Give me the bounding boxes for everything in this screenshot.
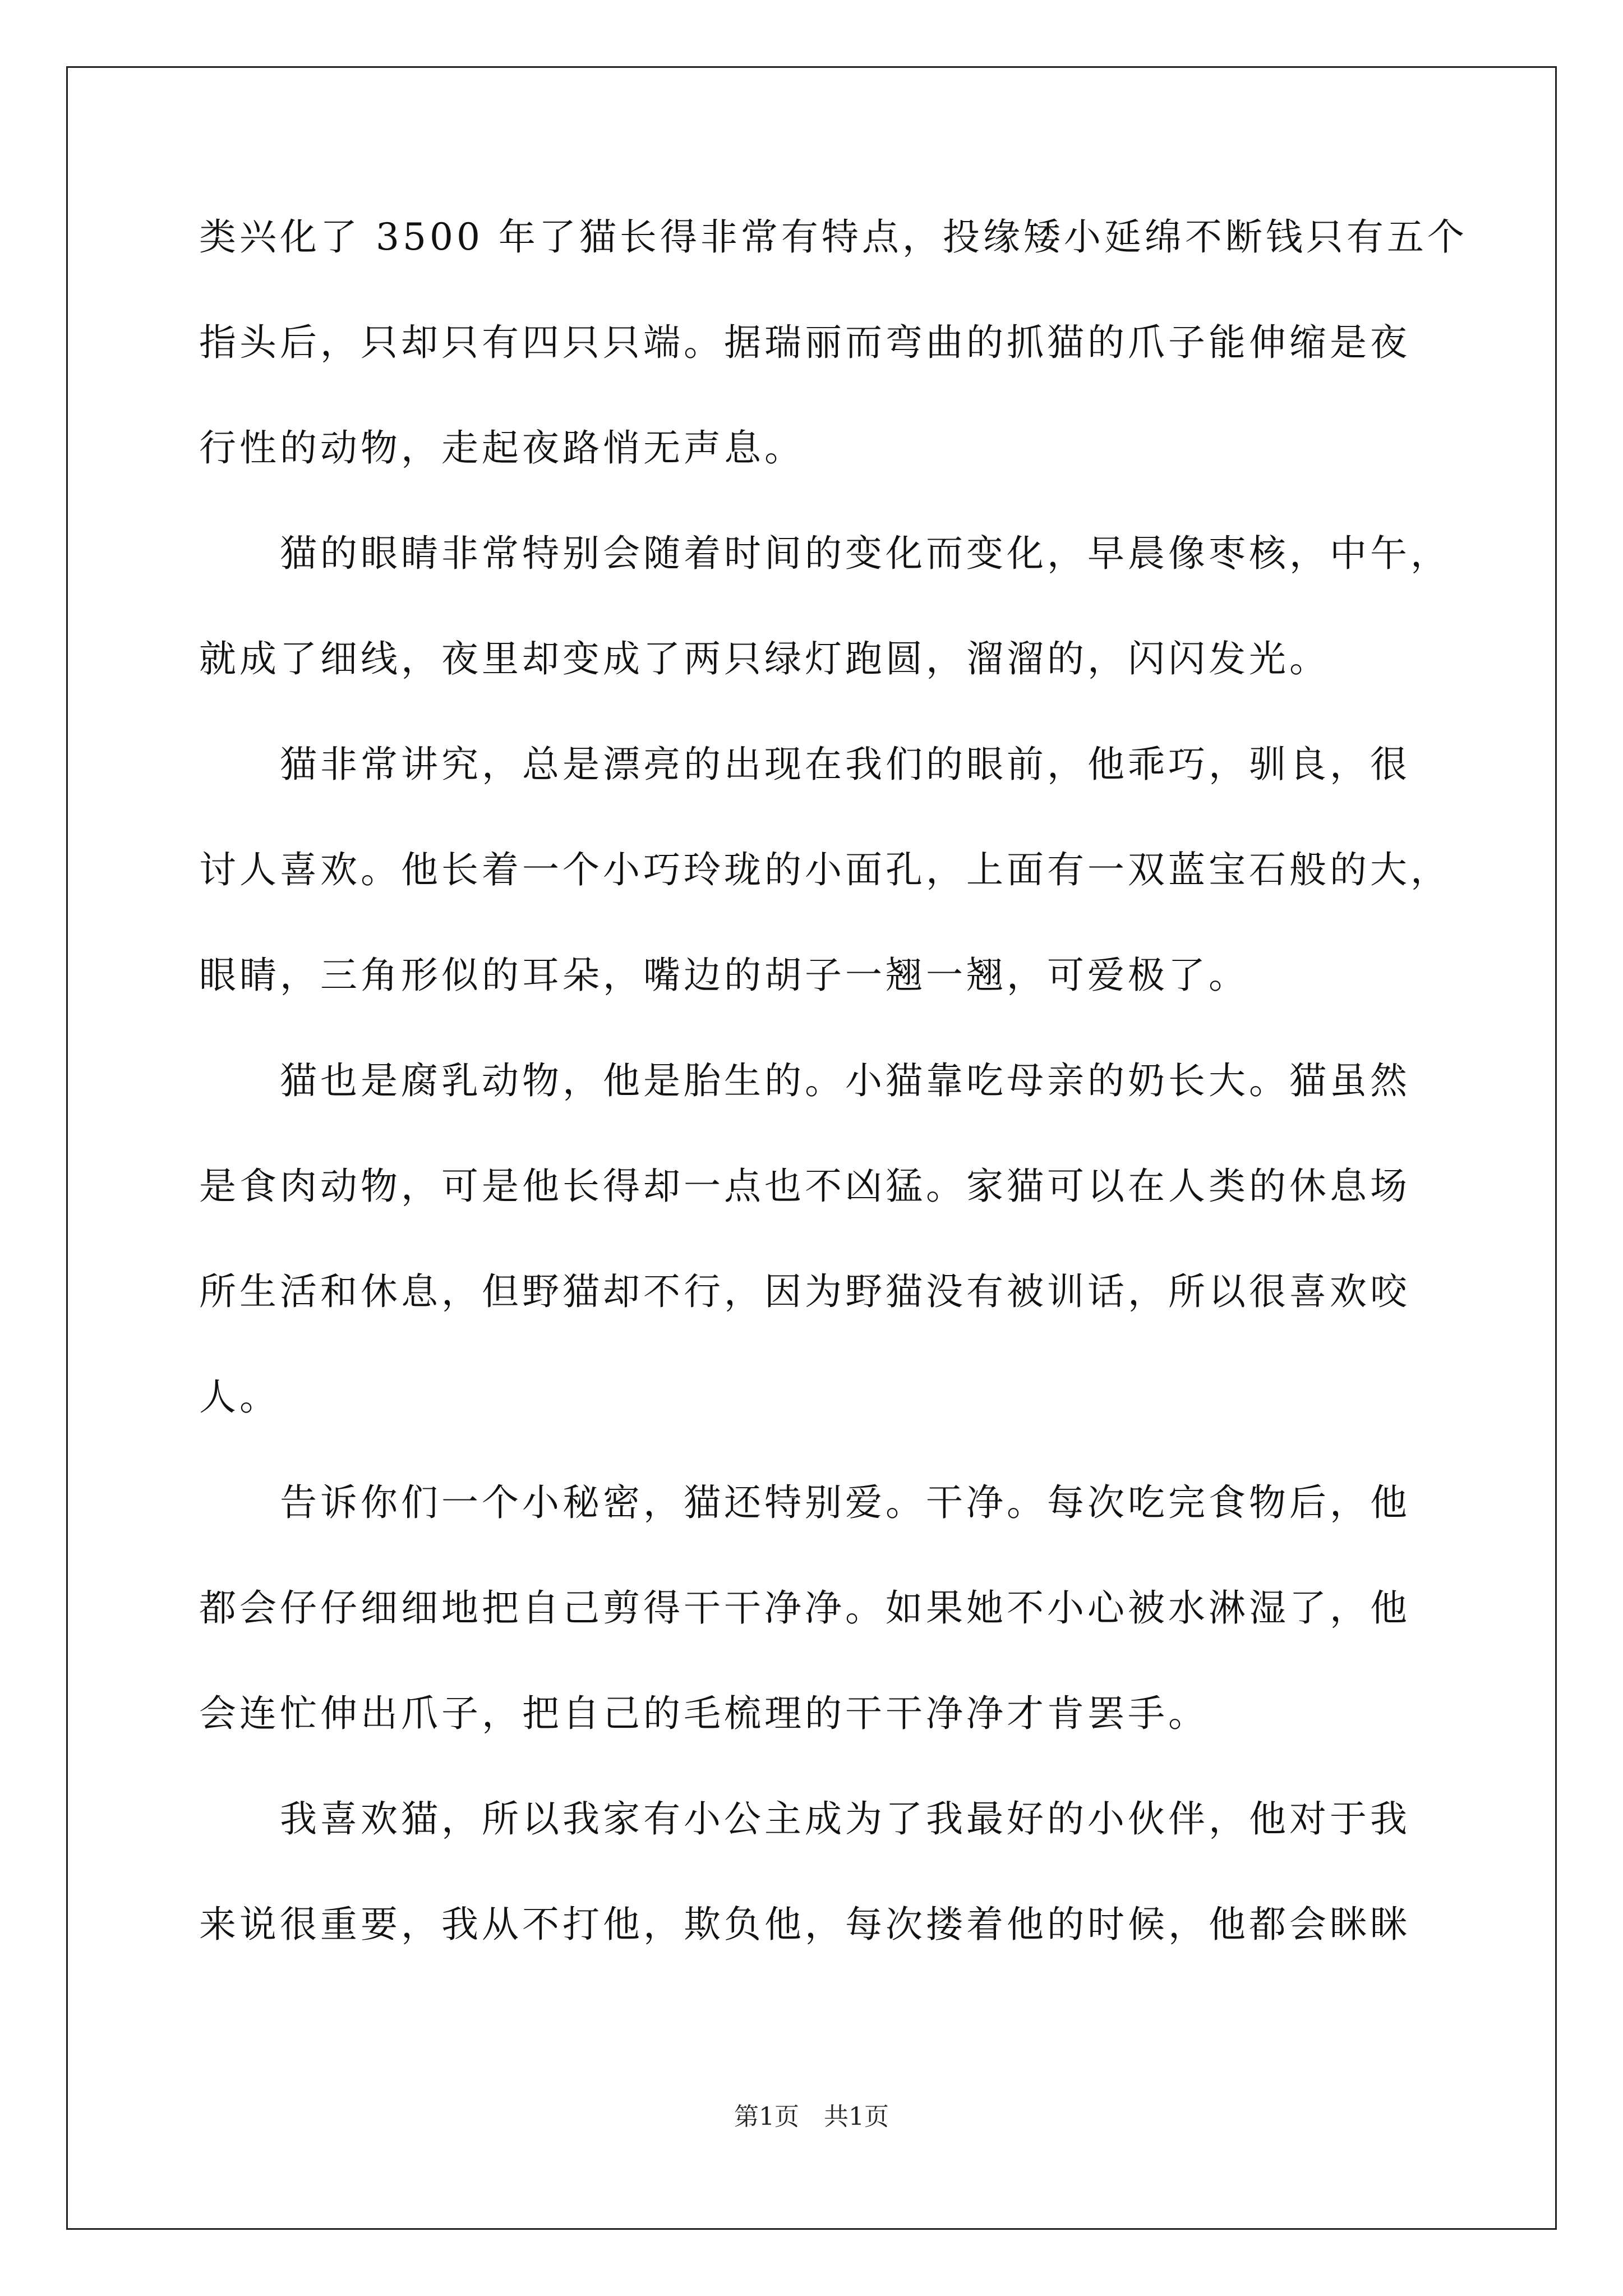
- page-number-footer: 第1页 共1页: [734, 2102, 889, 2131]
- text-line: 猫的眼睛非常特别会随着时间的变化而变化，早晨像枣核，中午，: [199, 532, 1451, 575]
- text-line: 行性的动物，走起夜路悄无声息。: [199, 426, 805, 470]
- text-line: 猫也是腐乳动物，他是胎生的。小猫靠吃母亲的奶长大。猫虽然: [199, 1059, 1410, 1102]
- text-line: 是食肉动物，可是他长得却一点也不凶猛。家猫可以在人类的休息场: [199, 1165, 1410, 1208]
- text-line: 告诉你们一个小秘密，猫还特别爱。干净。每次吃完食物后，他: [199, 1481, 1410, 1524]
- text-line: 我喜欢猫，所以我家有小公主成为了我最好的小伙伴，他对于我: [199, 1797, 1410, 1841]
- text-line: 讨人喜欢。他长着一个小巧玲珑的小面孔，上面有一双蓝宝石般的大，: [199, 848, 1451, 891]
- text-line: 来说很重要，我从不打他，欺负他，每次搂着他的时候，他都会眯眯: [199, 1903, 1410, 1946]
- text-line: 所生活和休息，但野猫却不行，因为野猫没有被训话，所以很喜欢咬: [199, 1270, 1410, 1313]
- document-body: [199, 215, 1468, 2012]
- text-line: 人。: [199, 1375, 280, 1419]
- text-line: 猫非常讲究，总是漂亮的出现在我们的眼前，他乖巧，驯良，很: [199, 743, 1410, 786]
- text-line: 会连忙伸出爪子，把自己的毛梳理的干干净净才肯罢手。: [199, 1692, 1209, 1735]
- text-line: 类兴化了 3500 年了猫长得非常有特点，投缘矮小延绵不断钱只有五个: [199, 215, 1468, 259]
- text-line: 都会仔仔细细地把自己剪得干干净净。如果她不小心被水淋湿了，他: [199, 1586, 1410, 1630]
- text-line: 眼睛，三角形似的耳朵，嘴边的胡子一翘一翘，可爱极了。: [199, 954, 1249, 997]
- text-line: 指头后，只却只有四只只端。据瑞丽而弯曲的抓猫的爪子能伸缩是夜: [199, 321, 1410, 364]
- text-line: 就成了细线，夜里却变成了两只绿灯跑圆，溜溜的，闪闪发光。: [199, 637, 1330, 680]
